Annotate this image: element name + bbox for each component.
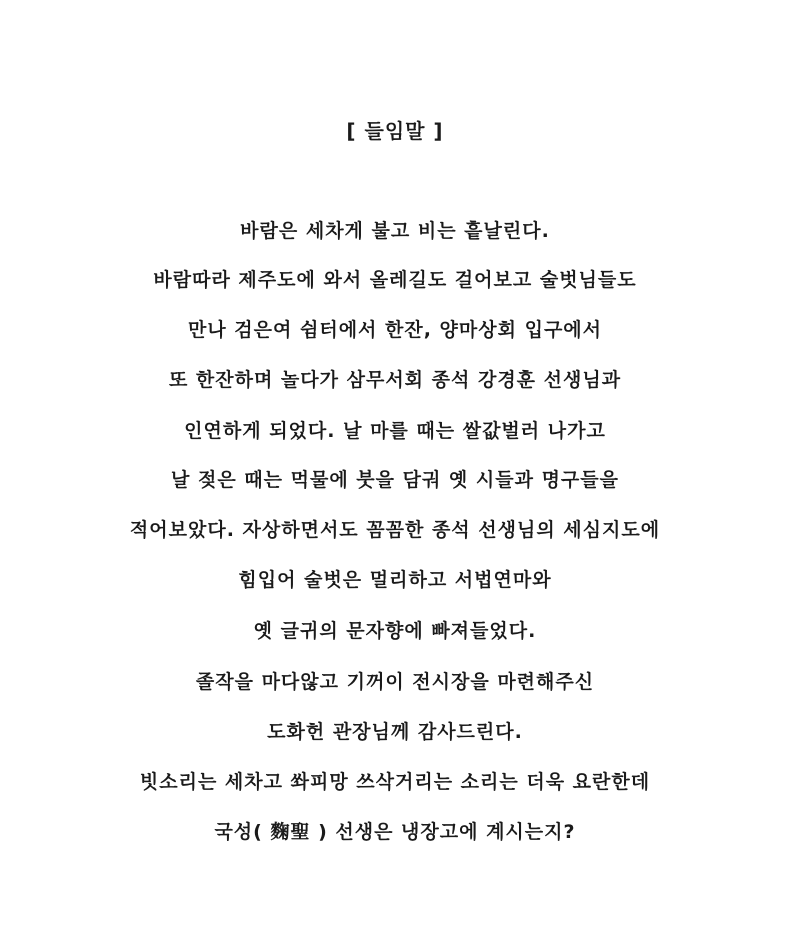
text-line: 국성( 麴聖 ) 선생은 냉장고에 계시는지? xyxy=(214,821,576,843)
text-line: 바람은 세차게 불고 비는 흩날린다. xyxy=(240,220,550,242)
text-line: 적어보았다. 자상하면서도 꼼꼼한 종석 선생님의 세심지도에 xyxy=(129,519,661,541)
text-line: 또 한잔하며 놀다가 삼무서회 종석 강경훈 선생님과 xyxy=(168,369,622,391)
text-line: 힘입어 술벗은 멀리하고 서법연마와 xyxy=(238,569,552,591)
text-line: 바람따라 제주도에 와서 올레길도 걸어보고 술벗님들도 xyxy=(153,269,637,291)
text-line: 졸작을 마다않고 기꺼이 전시장을 마련해주신 xyxy=(195,671,595,693)
text-line: 빗소리는 세차고 쏴피망 쓰삭거리는 소리는 더욱 요란한데 xyxy=(139,771,651,793)
text-line: 만나 검은여 쉼터에서 한잔, 양마상회 입구에서 xyxy=(187,319,603,341)
text-line: 날 젖은 때는 먹물에 붓을 담궈 옛 시들과 명구들을 xyxy=(171,469,619,491)
text-line: 도화헌 관장님께 감사드린다. xyxy=(267,721,523,743)
page-title: [ 들임말 ] xyxy=(346,119,444,143)
text-line: 옛 글귀의 문자향에 빠져들었다. xyxy=(253,620,537,642)
text-line: 인연하게 되었다. 날 마를 때는 쌀값벌러 나가고 xyxy=(184,420,606,442)
